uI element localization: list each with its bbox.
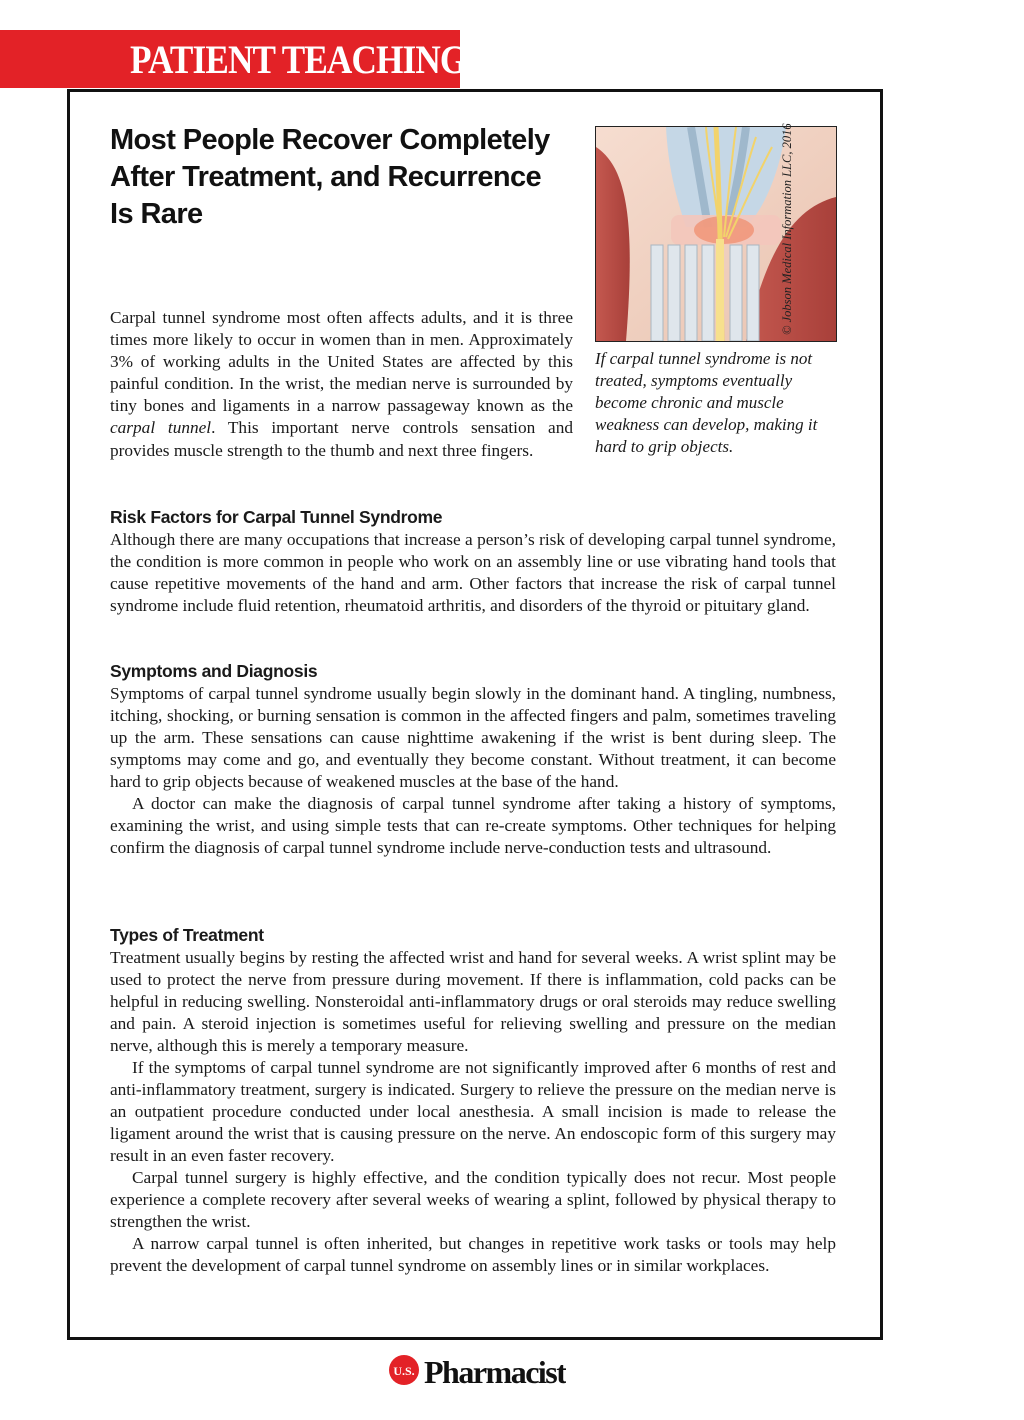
figure-caption: If carpal tunnel syndrome is not treated, symptoms eventually become chronic and muscle weakness can develop, making it hard to grip objects. <box>595 349 818 456</box>
section-paragraph: A narrow carpal tunnel is often inherited, but changes in repetitive work tasks or tools may help prevent the development of carpal tunnel syndrome on assembly lines or in similar workplaces. <box>110 1234 836 1275</box>
section-paragraph: Symptoms of carpal tunnel syndrome usually begin slowly in the dominant hand. A tingling, numbness, itching, shocking, or burning sensation is common in the affected fingers and palm, sometimes traveling up the arm. These sensations can cause nighttime awakening if the wrist is bent during sleep. The symptoms may come and go, and eventually they become constant. Without treatment, it can become hard to grip objects because of weakened muscles at the base of the hand. <box>110 684 836 791</box>
copyright-notice: © Jobson Medical Information LLC, 2016 <box>780 123 794 335</box>
section-types-of-treatment <box>110 924 836 1277</box>
section-paragraph: Although there are many occupations that increase a person’s risk of developing carpal tunnel syndrome, the condition is more common in people who work on an assembly line or use vibrating hand tools that cause repetitive movements of the hand and arm. Other factors that increase the risk of carpal tunnel syndrome include fluid retention, rheumatoid arthritis, and disorders of the thyroid or pituitary gland. <box>110 530 836 615</box>
banner-title: PATIENT TEACHING AID <box>130 37 535 82</box>
us-pharmacist-logo <box>386 1345 566 1395</box>
section-heading: Risk Factors for Carpal Tunnel Syndrome <box>110 507 443 527</box>
wrist-illustration-svg <box>596 127 836 341</box>
section-risk-factors <box>110 506 836 617</box>
section-paragraph: A doctor can make the diagnosis of carpal tunnel syndrome after taking a history of symptoms, examining the wrist, and using simple tests that can re-create symptoms. Other techniques for helping confirm the diagnosis of carpal tunnel syndrome include nerve-conduction tests and ultrasound. <box>110 794 836 857</box>
section-heading: Symptoms and Diagnosis <box>110 661 318 681</box>
logo-name-text: Pharmacist <box>424 1354 566 1390</box>
carpal-tunnel-term: carpal tunnel <box>110 418 212 438</box>
logo-us-text: U.S. <box>393 1364 415 1378</box>
section-paragraph: Carpal tunnel surgery is highly effective, and the condition typically does not recur. Most people experience a complete recovery after several weeks of wearing a splint, followed by physical therapy to strengthen the wrist. <box>110 1168 836 1231</box>
wrist-anatomy-illustration <box>595 126 837 342</box>
section-paragraph: Treatment usually begins by resting the affected wrist and hand for several weeks. A wrist splint may be used to protect the nerve from pressure during movement. If there is inflammation, cold packs can be helpful in reducing swelling. Nonsteroidal anti-inflammatory drugs or oral steroids may reduce swelling and pain. A steroid injection is sometimes useful for relieving swelling and pressure on the median nerve, although this is merely a temporary measure. <box>110 948 836 1055</box>
section-heading: Types of Treatment <box>110 925 264 945</box>
section-paragraph: If the symptoms of carpal tunnel syndrome are not significantly improved after 6 months of rest and anti-inflammatory treatment, surgery is indicated. Surgery to relieve the pressure on the median nerve is an outpatient procedure conducted under local anesthesia. A small incision is made to release the ligament around the wrist that is causing pressure on the nerve. An endoscopic form of this surgery may result in an even faster recovery. <box>110 1058 836 1165</box>
section-symptoms-diagnosis <box>110 660 836 859</box>
intro-paragraph: Carpal tunnel syndrome most often affects adults, and it is three times more likely to occur in women than in men. Approximately 3% of working adults in the United States are affected by this painful condition. In the wrist, the median nerve is surrounded by tiny bones and ligaments in a narrow passageway known as the carpal tunnel. This important nerve controls sensation and provides muscle strength to the thumb and next three fingers. <box>110 308 573 460</box>
article-title: Most People Recover Completely After Treatment, and Recurrence Is Rare <box>110 124 550 230</box>
